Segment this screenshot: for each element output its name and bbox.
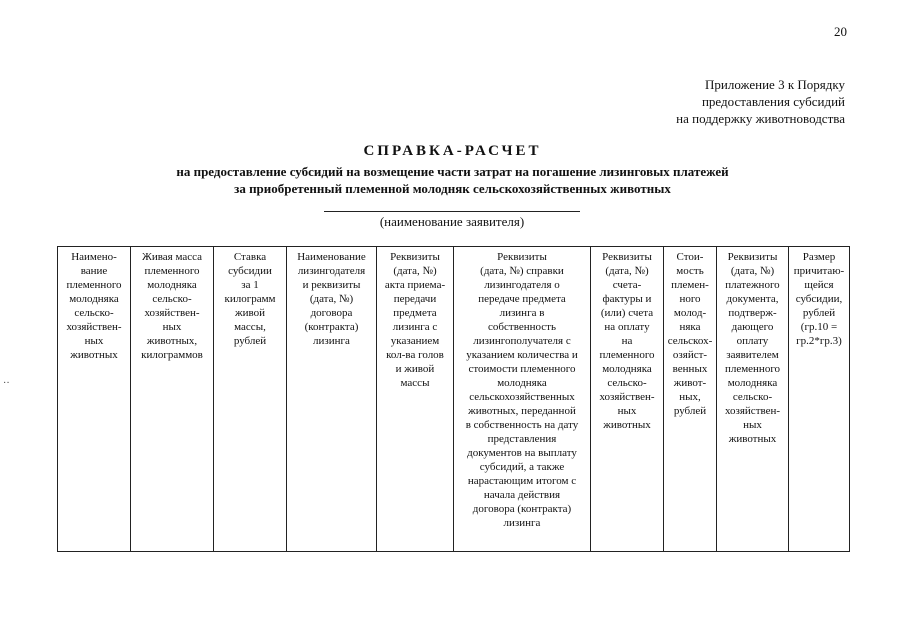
column-header: Наименование лизингодателя и реквизиты (дата, №) договора (контракта) лизинга [287, 247, 377, 552]
subtitle-line: за приобретенный племенной молодняк сельскохозяйственных животных [234, 181, 671, 196]
applicant-name-line [324, 211, 580, 212]
document-title: СПРАВКА-РАСЧЕТ [363, 143, 542, 159]
applicant-caption: (наименование заявителя) [379, 214, 525, 229]
column-header: Размер причитаю- щейся субсидии, рублей (гр.10 = гр.2*гр.3) [789, 247, 850, 552]
appendix-line: Приложение 3 к Порядку [705, 77, 845, 92]
scan-artifact: ·· [3, 378, 10, 389]
column-header: Реквизиты (дата, №) справки лизингодателя о передаче предмета лизинга в собственность лизингополучателя с указанием количества и стоимости племенного молодняка сельскохозяйственных животных, переданной в собственность на дату представления документов на выплату субсидий, а также нарастающим итогом с начала действия договора (контракта) лизинга [454, 247, 591, 552]
column-header: Живая масса племенного молодняка сельско- хозяйствен- ных животных, килограммов [131, 247, 214, 552]
column-header: Реквизиты (дата, №) акта приема- передачи предмета лизинга с указанием кол-ва голов и живой массы [377, 247, 454, 552]
column-header: Наимено- вание племенного молодняка сельско- хозяйствен- ных животных [58, 247, 131, 552]
subtitle-line: на предоставление субсидий на возмещение части затрат на погашение лизинговых платежей [176, 164, 729, 179]
column-header: Реквизиты (дата, №) счета- фактуры и (или) счета на оплату на племенного молодняка сельско- хозяйствен- ных животных [591, 247, 664, 552]
appendix-line: предоставления субсидий [701, 94, 845, 109]
page-number: 20 [834, 24, 847, 39]
column-header: Стои- мость племен- ного молод- няка сельскох- озяйст- венных живот- ных, рублей [664, 247, 717, 552]
appendix-note [676, 76, 845, 127]
calculation-table [57, 246, 850, 552]
column-header: Ставка субсидии за 1 килограмм живой массы, рублей [214, 247, 287, 552]
document-subtitle [0, 163, 905, 197]
appendix-line: на поддержку животноводства [676, 111, 845, 126]
table-header-row [58, 247, 850, 552]
column-header: Реквизиты (дата, №) платежного документа, подтверж- дающего оплату заявителем племенного молодняка сельско- хозяйствен- ных животных [717, 247, 789, 552]
